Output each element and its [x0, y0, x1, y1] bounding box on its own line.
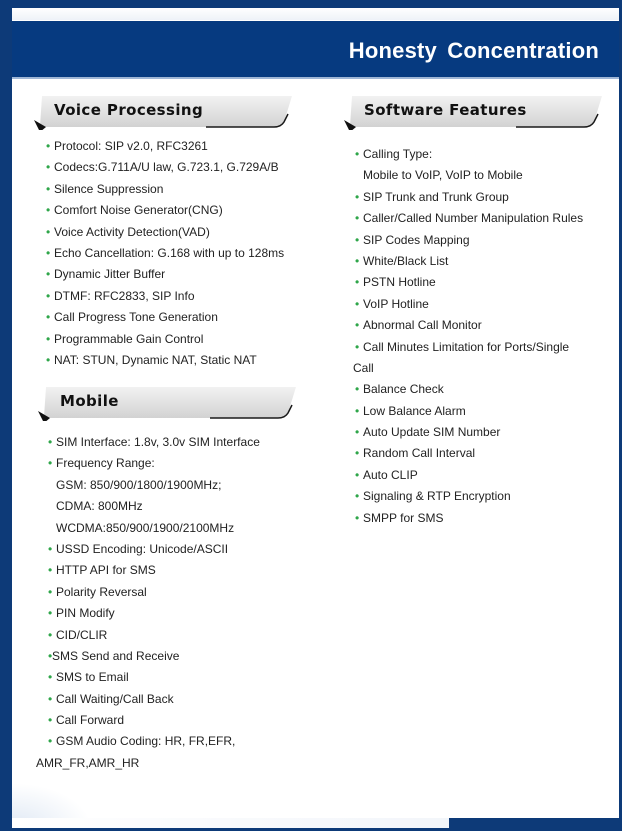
list-item: GSM: 850/900/1800/1900MHz;: [56, 477, 222, 492]
list-item: •SMS Send and Receive: [48, 646, 260, 667]
bullet-icon: •: [46, 310, 51, 325]
list-item: Call: [353, 360, 374, 375]
list-item: • Voice Activity Detection(VAD): [46, 222, 284, 243]
list-item: • Caller/Called Number Manipulation Rules: [355, 208, 583, 229]
bullet-icon: •: [355, 425, 360, 440]
list-item: • USSD Encoding: Unicode/ASCII: [48, 539, 260, 560]
list-item: • CID/CLIR: [48, 625, 260, 646]
list-item: • Comfort Noise Generator(CNG): [46, 200, 284, 221]
header-divider: [12, 77, 619, 79]
bullet-icon: •: [355, 275, 360, 290]
list-item: • Frequency Range:: [48, 453, 260, 474]
bullet-icon: •: [355, 296, 360, 311]
bullet-icon: •: [46, 160, 51, 175]
bullet-icon: •: [48, 648, 53, 663]
list-item: • Protocol: SIP v2.0, RFC3261: [46, 136, 284, 157]
list-item: • NAT: STUN, Dynamic NAT, Static NAT: [46, 350, 284, 371]
software-features-list: [355, 144, 583, 529]
list-item: • Auto CLIP: [355, 465, 583, 486]
bullet-icon: •: [48, 627, 53, 642]
list-item: • Echo Cancellation: G.168 with up to 128ms: [46, 243, 284, 264]
list-item: • HTTP API for SMS: [48, 560, 260, 581]
footer-corner: [449, 818, 619, 828]
top-band: [12, 8, 619, 20]
bullet-icon: •: [355, 189, 360, 204]
software-features-tab: [336, 94, 602, 130]
list-item: • SIM Interface: 1.8v, 3.0v SIM Interface: [48, 432, 260, 453]
voice-processing-title: Voice Processing: [54, 101, 204, 119]
mobile-list: [36, 432, 260, 774]
list-item: • Balance Check: [355, 379, 583, 400]
bullet-icon: •: [48, 713, 53, 728]
bullet-icon: •: [355, 446, 360, 461]
bullet-icon: •: [46, 181, 51, 196]
list-item: • Call Waiting/Call Back: [48, 689, 260, 710]
list-item: • SIP Trunk and Trunk Group: [355, 187, 583, 208]
bullet-icon: •: [48, 563, 53, 578]
list-item: • PSTN Hotline: [355, 272, 583, 293]
bullet-icon: •: [355, 147, 360, 161]
bullet-icon: •: [46, 224, 51, 239]
list-item: • Programmable Gain Control: [46, 329, 284, 350]
list-item: • Call Forward: [48, 710, 260, 731]
list-item: • SIP Codes Mapping: [355, 230, 583, 251]
list-item: • Auto Update SIM Number: [355, 422, 583, 443]
bullet-icon: •: [48, 691, 53, 706]
list-item: Mobile to VoIP, VoIP to Mobile: [363, 168, 523, 183]
list-item: • Call Minutes Limitation for Ports/Single: [355, 337, 583, 358]
list-item: • GSM Audio Coding: HR, FR,EFR,: [48, 731, 260, 752]
voice-processing-list: [46, 136, 284, 371]
list-item: • Low Balance Alarm: [355, 401, 583, 422]
list-item: • SMS to Email: [48, 667, 260, 688]
bullet-icon: •: [48, 435, 53, 449]
mobile-tab: [30, 385, 296, 421]
bullet-icon: •: [355, 489, 360, 504]
list-item: • DTMF: RFC2833, SIP Info: [46, 286, 284, 307]
list-item: • Signaling & RTP Encryption: [355, 486, 583, 507]
list-item: AMR_FR,AMR_HR: [36, 755, 140, 770]
software-features-title: Software Features: [364, 101, 527, 119]
bullet-icon: •: [48, 456, 53, 471]
list-item: • Random Call Interval: [355, 443, 583, 464]
list-item: • Dynamic Jitter Buffer: [46, 264, 284, 285]
list-item: • Call Progress Tone Generation: [46, 307, 284, 328]
bullet-icon: •: [355, 339, 360, 354]
bullet-icon: •: [46, 288, 51, 303]
bullet-icon: •: [48, 734, 53, 749]
list-item: • Abnormal Call Monitor: [355, 315, 583, 336]
bullet-icon: •: [355, 318, 360, 333]
list-item: CDMA: 800MHz: [56, 499, 143, 514]
bullet-icon: •: [355, 382, 360, 397]
mobile-title: Mobile: [60, 392, 119, 410]
list-item: WCDMA:850/900/1900/2100MHz: [56, 520, 235, 535]
bullet-icon: •: [48, 541, 53, 556]
bullet-icon: •: [48, 670, 53, 685]
bullet-icon: •: [48, 584, 53, 599]
bullet-icon: •: [355, 403, 360, 418]
list-item: • Silence Suppression: [46, 179, 284, 200]
bullet-icon: •: [46, 267, 51, 282]
list-item: • Calling Type:: [355, 144, 583, 165]
bullet-icon: •: [46, 352, 51, 367]
list-item: • PIN Modify: [48, 603, 260, 624]
list-item: • SMPP for SMS: [355, 508, 583, 529]
bullet-icon: •: [46, 245, 51, 260]
bullet-icon: •: [46, 331, 51, 346]
document-page: [12, 8, 619, 828]
bullet-icon: •: [355, 211, 360, 226]
bullet-icon: •: [46, 139, 51, 153]
bullet-icon: •: [355, 232, 360, 247]
bullet-icon: •: [355, 510, 360, 525]
brand-slogan: Honesty Concentration: [348, 38, 599, 63]
bullet-icon: •: [46, 203, 51, 218]
voice-processing-tab: [26, 94, 292, 130]
bullet-icon: •: [355, 467, 360, 482]
list-item: • Codecs:G.711A/U law, G.723.1, G.729A/B: [46, 157, 284, 178]
list-item: • White/Black List: [355, 251, 583, 272]
bullet-icon: •: [48, 606, 53, 621]
list-item: • Polarity Reversal: [48, 582, 260, 603]
footer-band: [12, 818, 462, 828]
bullet-icon: •: [355, 253, 360, 268]
list-item: • VoIP Hotline: [355, 294, 583, 315]
